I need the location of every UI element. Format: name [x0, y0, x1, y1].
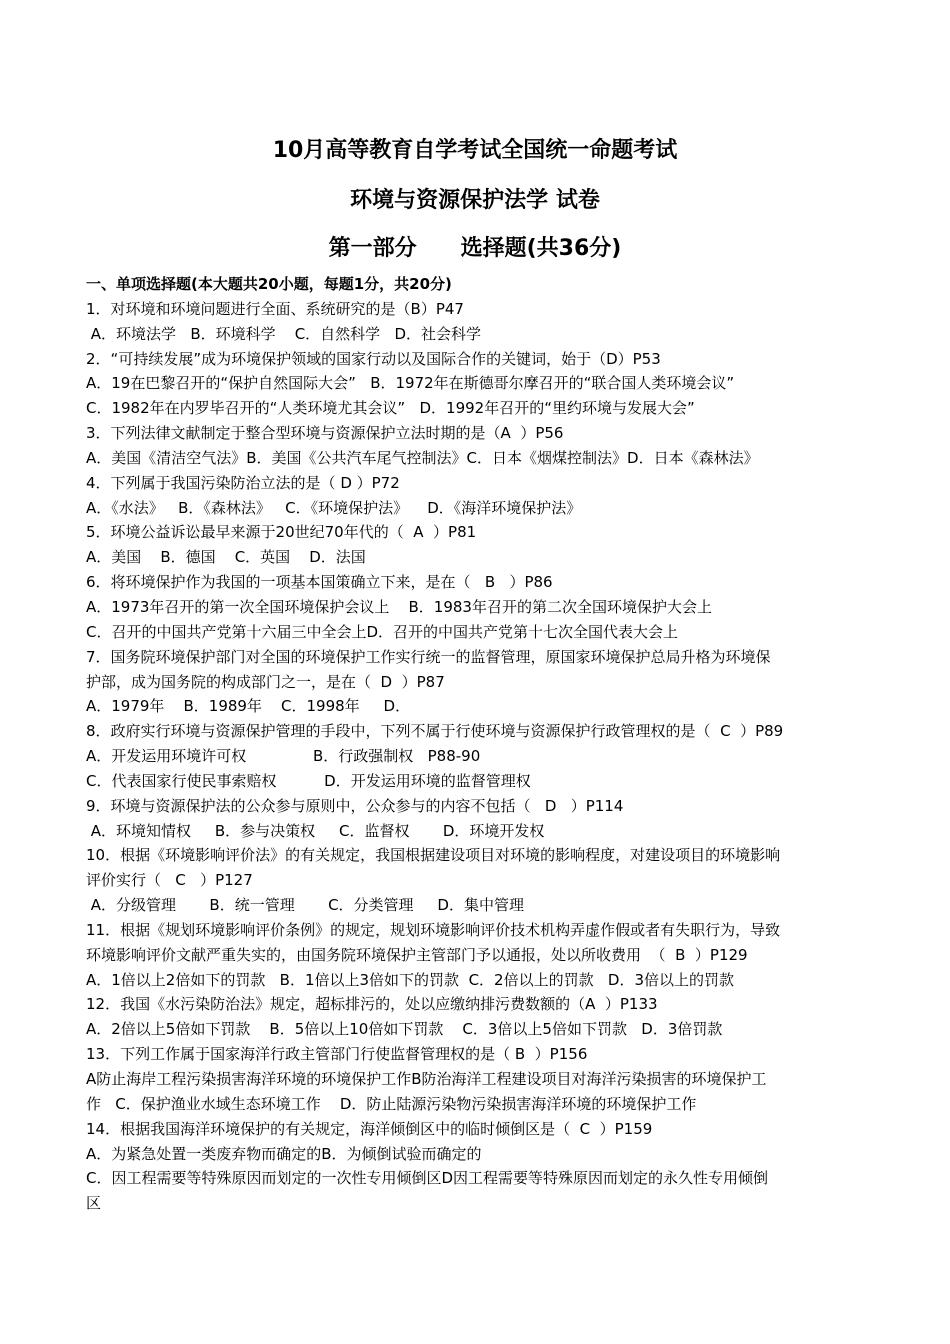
question-line: A．1倍以上2倍如下的罚款 B．1倍以上3倍如下的罚款 C．2倍以上的罚款 D．3倍以上的罚款 [86, 970, 734, 989]
question-line: 8．政府实行环境与资源保护管理的手段中，下列不属于行使环境与资源保护行政管理权的是（ C ）P89 [86, 722, 784, 741]
question-line: A．环境法学 B．环境科学 C．自然科学 D．社会科学 [86, 324, 482, 343]
question-list [86, 272, 866, 1216]
question-line: 环境影响评价文献严重失实的，由国务院环境保护主管部门予以通报，处以所收费用 （ B ）P129 [86, 945, 748, 964]
question-line: A．美国《清洁空气法》B．美国《公共汽车尾气控制法》C．日本《烟煤控制法》D．日本《森林法》 [86, 448, 759, 467]
question-line: A．2倍以上5倍如下罚款 B．5倍以上10倍如下罚款 C．3倍以上5倍如下罚款 D．3倍罚款 [86, 1020, 723, 1039]
question-line: 2．“可持续发展”成为环境保护领域的国家行动以及国际合作的关键词，始于（D）P53 [86, 349, 661, 368]
question-line: 7．国务院环境保护部门对全国的环境保护工作实行统一的监督管理，原国家环境保护总局升格为环境保 [86, 647, 771, 666]
question-line: 13．下列工作属于国家海洋行政主管部门行使监督管理权的是（ B ）P156 [86, 1045, 588, 1064]
question-line: 5．环境公益诉讼最早来源于20世纪70年代的（ A ）P81 [86, 523, 477, 542]
question-line: 14．根据我国海洋环境保护的有关规定，海洋倾倒区中的临时倾倒区是（ C ）P159 [86, 1119, 653, 1138]
question-line: 12．我国《水污染防治法》规定，超标排污的，处以应缴纳排污费数额的（A ）P133 [86, 995, 658, 1014]
exam-title: 10月高等教育自学考试全国统一命题考试 [272, 138, 678, 163]
question-line: 9．环境与资源保护法的公众参与原则中，公众参与的内容不包括（ D ）P114 [86, 796, 624, 815]
question-line: A．1979年 B．1989年 C．1998年 D． [86, 697, 411, 716]
question-line: C．1982年在内罗毕召开的“人类环境尤其会议” D．1992年召开的“里约环境与发展大会” [86, 399, 695, 418]
question-line: 评价实行（ C ）P127 [86, 871, 253, 890]
question-line: A．《水法》 B．《森林法》 C．《环境保护法》 D．《海洋环境保护法》 [86, 498, 582, 517]
question-line: A．开发运用环境许可权 B．行政强制权 P88-90 [86, 747, 481, 766]
question-line: 3．下列法律文献制定于整合型环境与资源保护立法时期的是（A ）P56 [86, 424, 564, 443]
question-line: 作 C．保护渔业水域生态环境工作 D．防止陆源污染物污染损害海洋环境的环境保护工作 [86, 1094, 697, 1113]
question-line: C．召开的中国共产党第十六届三中全会上D．召开的中国共产党第十七次全国代表大会上 [86, 622, 679, 641]
question-line: 护部，成为国务院的构成部门之一，是在（ D ）P87 [86, 672, 445, 691]
question-line: 10．根据《环境影响评价法》的有关规定，我国根据建设项目对环境的影响程度，对建设项目的环境影响 [86, 846, 781, 865]
question-line: 1．对环境和环境问题进行全面、系统研究的是（B）P47 [86, 299, 464, 318]
question-line: 区 [86, 1194, 102, 1213]
question-line: A．19在巴黎召开的“保护自然国际大会” B．1972年在斯德哥尔摩召开的“联合国人类环境会议” [86, 374, 735, 393]
question-line: 6．将环境保护作为我国的一项基本国策确立下来，是在（ B ）P86 [86, 573, 553, 592]
question-line: 4．下列属于我国污染防治立法的是（ D ）P72 [86, 473, 400, 492]
question-line: A．美国 B．德国 C．英国 D．法国 [86, 548, 366, 567]
question-line: A．1973年召开的第一次全国环境保护会议上 B．1983年召开的第二次全国环境保护大会上 [86, 597, 712, 616]
question-line: A防止海岸工程污染损害海洋环境的环境保护工作B防治海洋工程建设项目对海洋污染损害的环境保护工 [86, 1070, 767, 1088]
question-line: A．分级管理 B．统一管理 C．分类管理 D．集中管理 [86, 896, 524, 915]
part-heading: 第一部分 选择题(共36分) [328, 236, 622, 261]
section-heading: 一、单项选择题(本大题共20小题，每题1分，共20分) [86, 275, 452, 293]
question-line: A．为紧急处置一类废弃物而确定的B．为倾倒试验而确定的 [86, 1144, 482, 1163]
question-line: C．代表国家行使民事索赔权 D．开发运用环境的监督管理权 [86, 771, 531, 790]
question-line: 11．根据《规划环境影响评价条例》的规定，规划环境影响评价技术机构弄虚作假或者有失职行为，导致 [86, 920, 781, 939]
exam-subtitle: 环境与资源保护法学 试卷 [350, 188, 600, 213]
question-line: A．环境知情权 B．参与决策权 C．监督权 D．环境开发权 [86, 821, 545, 840]
question-line: C．因工程需要等特殊原因而划定的一次性专用倾倒区D因工程需要等特殊原因而划定的永久性专用倾倒 [86, 1169, 769, 1188]
